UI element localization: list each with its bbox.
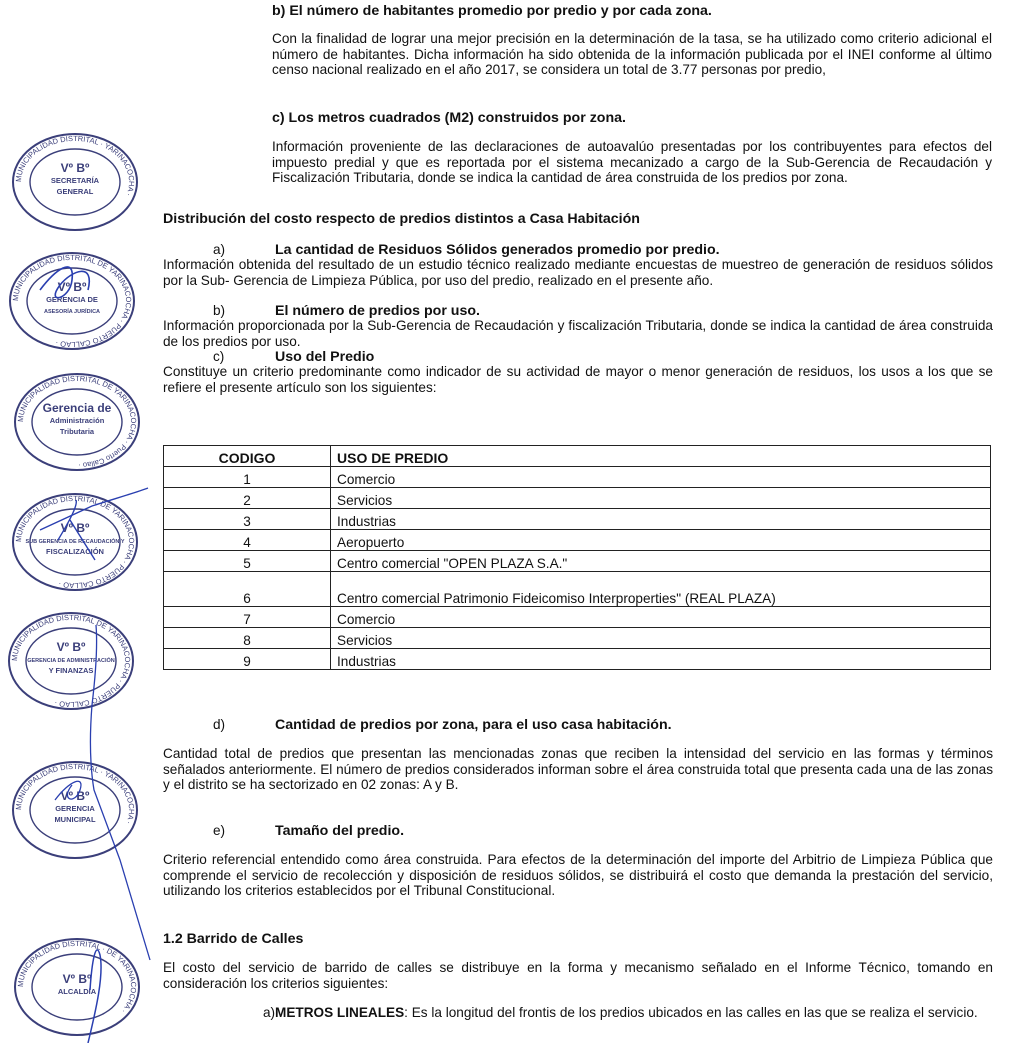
uso-predio-table <box>163 445 991 670</box>
cell-code: 5 <box>164 551 331 572</box>
seal-graphic <box>8 128 142 236</box>
section-e-heading-line <box>213 823 993 840</box>
cell-code: 3 <box>164 509 331 530</box>
cell-code: 7 <box>164 607 331 628</box>
seal-center-text: ALCALDÍA <box>57 987 97 996</box>
dist-c-label: c) <box>213 349 225 364</box>
seal-center-text: GERENCIA DE <box>46 295 98 304</box>
section-b-heading: b) El número de habitantes promedio por predio y por cada zona. <box>272 3 712 19</box>
section-c-heading: c) Los metros cuadrados (M2) construidos por zona. <box>272 110 626 126</box>
seal-ring-text: MUNICIPALIDAD DISTRITAL · DE YARINACOCHA · <box>15 938 139 1016</box>
cell-use: Servicios <box>331 628 991 649</box>
table-row <box>164 509 991 530</box>
header-codigo: CODIGO <box>164 446 331 467</box>
seal-center-text: SECRETARÍA <box>50 176 100 185</box>
cell-code: 6 <box>164 572 331 607</box>
seal-center-text: Vº Bº <box>56 640 86 654</box>
dist-a-body <box>163 257 993 288</box>
seal-ring-text: MUNICIPALIDAD DISTRITAL · YARINACOCHA · <box>13 133 137 198</box>
cell-code: 1 <box>164 467 331 488</box>
dist-a-text: Información obtenida del resultado de un estudio técnico realizado mediante encuestas de muestreo de generación de residuos sólidos por la Sub- Gerencia de Limpieza Pública, por uso del predio, realizado en el presente año. <box>163 257 993 288</box>
seal-center-text: Vº Bº <box>57 280 87 294</box>
dist-a-label: a) <box>213 242 226 257</box>
table-row <box>164 551 991 572</box>
dist-c-text: Constituye un criterio predominante como indicador de su actividad de mayor o menor generación de residuos, los usos a los que se refiere el presente artículo son los siguientes: <box>163 364 993 395</box>
table-header-row <box>164 446 991 467</box>
barrido-a-paragraph <box>163 1005 993 1021</box>
table-row <box>164 572 991 607</box>
section-c-body <box>272 139 992 186</box>
cell-use: Servicios <box>331 488 991 509</box>
section-d-text: Cantidad total de predios que presentan las mencionadas zonas que reciben la intensidad del servicio en las formas y términos señalados anteriormente. El número de predios considerados informan sobre el área construida total que presenta cada una de las zonas y el distrito se ha sectorizado en 02 zonas: A y B. <box>163 746 993 792</box>
dist-c-body <box>163 364 993 395</box>
section-b-text: Con la finalidad de lograr una mejor precisión en la determinación de la tasa, se ha utilizado como criterio adicional el número de habitantes. Dicha información ha sido obtenida de la información publicada por el INEI conforme al último censo nacional realizado en el año 2017, se considera un total de 3.77 personas por predio, <box>272 31 992 77</box>
section-d-body <box>163 746 993 793</box>
section-e-label: e) <box>213 823 226 838</box>
stamp-gerencia-administracion-tributaria <box>10 368 144 476</box>
seal-center-text: Vº Bº <box>60 161 90 175</box>
seal-ring-text: MUNICIPALIDAD DISTRITAL DE YARINACOCHA · PUERTO CALLAO · <box>13 493 137 591</box>
seal-graphic <box>10 368 144 476</box>
cell-code: 8 <box>164 628 331 649</box>
barrido-a-heading: METROS LINEALES <box>275 1005 405 1020</box>
table-row <box>164 488 991 509</box>
section-e-heading: Tamaño del predio. <box>275 823 405 839</box>
barrido-a-text: : Es la longitud del frontis de los predios ubicados en las calles en las que se realiza el servicio. <box>404 1005 978 1020</box>
seal-center-text: GERENCIA <box>55 804 95 813</box>
seal-center-text: Vº Bº <box>60 521 90 535</box>
seal-center-text: ASESORÍA JURÍDICA <box>43 309 101 315</box>
table-row <box>164 530 991 551</box>
seal-center-text: Vº Bº <box>62 972 92 986</box>
dist-c-heading: Uso del Predio <box>275 349 375 365</box>
dist-b-text: Información proporcionada por la Sub-Gerencia de Recaudación y fiscalización Tributaria, donde se indica la cantidad de área construida de los predios por uso. <box>163 318 993 349</box>
cell-use: Centro comercial "OPEN PLAZA S.A." <box>331 551 991 572</box>
cell-code: 4 <box>164 530 331 551</box>
barrido-a <box>163 1005 993 1021</box>
seal-center-text: GERENCIA DE ADMINISTRACIÓN <box>27 658 115 664</box>
seal-center-text: SUB GERENCIA DE RECAUDACIÓN Y <box>25 539 125 545</box>
table-row <box>164 467 991 488</box>
barrido-body <box>163 960 993 991</box>
seal-center-text: Y FINANZAS <box>48 666 94 675</box>
cell-use: Comercio <box>331 467 991 488</box>
cell-use: Industrias <box>331 509 991 530</box>
seal-ring-text: MUNICIPALIDAD DISTRITAL DE YARINACOCHA · PUERTO CALLAO · <box>10 252 134 350</box>
seal-ring-text: MUNICIPALIDAD DISTRITAL DE YARINACOCHA · Puerto Callao · <box>15 373 139 470</box>
dist-a-heading: La cantidad de Residuos Sólidos generados promedio por predio. <box>275 242 720 258</box>
seal-graphic <box>10 933 144 1041</box>
stamp-gerencia-municipal <box>8 756 142 864</box>
seal-center-text: Administración <box>49 416 105 425</box>
seal-center-text: FISCALIZACIÓN <box>46 547 104 556</box>
seal-center-text: Gerencia de <box>42 401 112 415</box>
seal-center-text: GENERAL <box>56 187 94 196</box>
seal-graphic <box>5 247 139 355</box>
stamp-subgerencia-recaudacion <box>8 488 142 596</box>
barrido-a-label: a) <box>263 1005 276 1020</box>
seal-center-text: MUNICIPAL <box>54 815 96 824</box>
seal-ring-text: MUNICIPALIDAD DISTRITAL DE YARINACOCHA · PUERTO CALLAO · <box>9 612 133 710</box>
section-d-heading: Cantidad de predios por zona, para el uso casa habitación. <box>275 717 672 733</box>
stamp-gerencia-administracion-finanzas <box>4 607 138 715</box>
header-uso: USO DE PREDIO <box>331 446 991 467</box>
section-b <box>272 4 992 20</box>
section-c-text: Información proveniente de las declaraciones de autoavalúo presentadas por los contribuyentes para efectos del impuesto predial y que es reportada por el sistema mecanizado a cargo de la Sub-Gerencia de Recaudación y Fiscalización Tributaria, donde se indica la cantidad de área construida de los predios por zona. <box>272 139 992 185</box>
cell-code: 9 <box>164 649 331 670</box>
section-c <box>272 111 992 127</box>
seal-graphic <box>8 488 142 596</box>
stamp-secretaria-general <box>8 128 142 236</box>
cell-use: Aeropuerto <box>331 530 991 551</box>
seal-center-text: Vº Bº <box>60 789 90 803</box>
table-row <box>164 607 991 628</box>
seal-center-text: Tributaria <box>59 427 95 436</box>
cell-use: Industrias <box>331 649 991 670</box>
seal-graphic <box>8 756 142 864</box>
section-d-heading-line <box>213 717 993 734</box>
cell-code: 2 <box>164 488 331 509</box>
section-d-label: d) <box>213 717 226 732</box>
distribution-title: Distribución del costo respecto de predios distintos a Casa Habitación <box>163 211 640 227</box>
dist-b-label: b) <box>213 303 226 318</box>
cell-use: Centro comercial Patrimonio Fideicomiso Interproperties" (REAL PLAZA) <box>331 572 991 607</box>
section-b-body <box>272 31 992 78</box>
seal-graphic <box>4 607 138 715</box>
section-e-body <box>163 852 993 899</box>
stamp-gerencia-asesoria-juridica <box>5 247 139 355</box>
seal-ring-text: MUNICIPALIDAD DISTRITAL · YARINACOCHA · <box>13 761 137 826</box>
table-row <box>164 649 991 670</box>
dist-b-heading: El número de predios por uso. <box>275 303 480 319</box>
section-e-text: Criterio referencial entendido como área construida. Para efectos de la determinación del importe del Arbitrio de Limpieza Pública que comprende el servicio de recolección y disposición de residuos sólidos, se distribuirá el costo que demanda la prestación del servicio, utilizando los criterios establecidos por el Tribunal Constitucional. <box>163 852 993 898</box>
cell-use: Comercio <box>331 607 991 628</box>
dist-b-body <box>163 318 993 349</box>
stamp-alcaldia <box>10 933 144 1041</box>
table-row <box>164 628 991 649</box>
barrido-heading: 1.2 Barrido de Calles <box>163 931 304 947</box>
barrido-text: El costo del servicio de barrido de calles se distribuye en la forma y mecanismo señalado en el Informe Técnico, tomando en consideración los criterios siguientes: <box>163 960 993 991</box>
